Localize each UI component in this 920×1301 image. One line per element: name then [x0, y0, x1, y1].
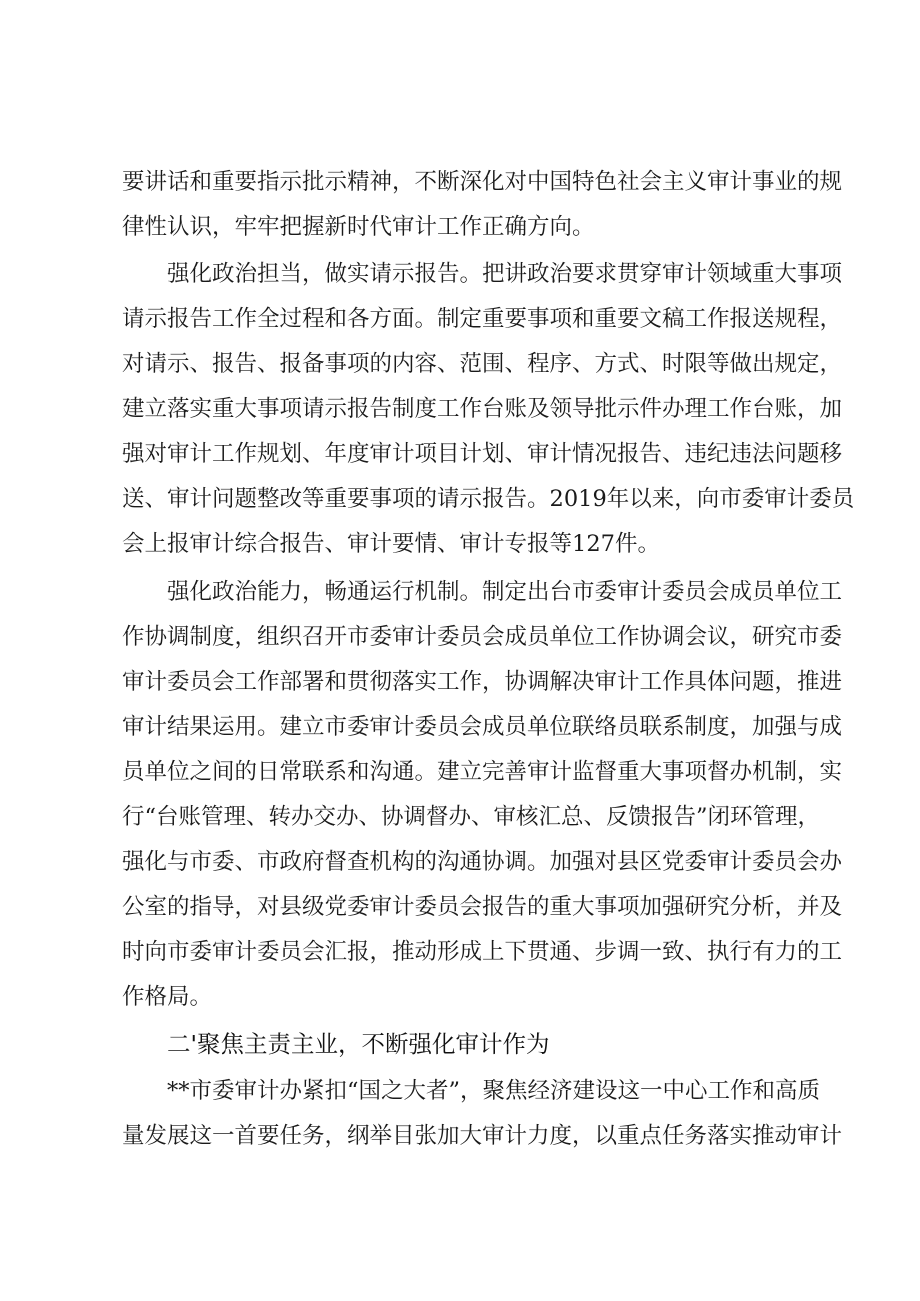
- paragraph-4-line-2: 量发展这一首要任务，纲举目张加大审计力度，以重点任务落实推动审计: [122, 1123, 843, 1149]
- paragraph-2-line-1: 强化政治担当，做实请示报告。把讲政治要求贯穿审计领域重大事项: [167, 261, 843, 287]
- paragraph-2-line-3: 对请示、报告、报备事项的内容、范围、程序、方式、时限等做出规定，: [122, 351, 843, 377]
- paragraph-4-line-1: **市委审计办紧扣“国之大者”，聚焦经济建设这一中心工作和高质: [167, 1078, 821, 1104]
- paragraph-3-line-5: 员单位之间的日常联系和沟通。建立完善审计监督重大事项督办机制，实: [122, 759, 843, 785]
- paragraph-2-line-6: 送、审计问题整改等重要事项的请示报告。2019年以来，向市委审计委员: [122, 486, 855, 512]
- paragraph-3-line-7: 强化与市委、市政府督查机构的沟通协调。加强对县区党委审计委员会办: [122, 849, 843, 875]
- paragraph-2-line-2: 请示报告工作全过程和各方面。制定重要事项和重要文稿工作报送规程，: [122, 306, 843, 332]
- paragraph-3-line-6: 行“台账管理、转办交办、协调督办、审核汇总、反馈报告”闭环管理，: [122, 804, 821, 830]
- paragraph-2-line-5: 强对审计工作规划、年度审计项目计划、审计情况报告、违纪违法问题移: [122, 441, 843, 467]
- paragraph-1-line-2: 律性认识，牢牢把握新时代审计工作正确方向。: [122, 214, 595, 240]
- paragraph-2-line-4: 建立落实重大事项请示报告制度工作台账及领导批示件办理工作台账，加: [122, 396, 843, 422]
- paragraph-3-line-10: 作格局。: [122, 984, 213, 1010]
- section-heading: 二'聚焦主责主业，不断强化审计作为: [167, 1030, 550, 1058]
- paragraph-1-line-1: 要讲话和重要指示批示精神，不断深化对中国特色社会主义审计事业的规: [122, 169, 843, 195]
- paragraph-3-line-9: 时向市委审计委员会汇报，推动形成上下贯通、步调一致、执行有力的工: [122, 939, 843, 965]
- paragraph-2-line-7: 会上报审计综合报告、审计要情、审计专报等127件。: [122, 531, 660, 557]
- paragraph-3-line-8: 公室的指导，对县级党委审计委员会报告的重大事项加强研究分析，并及: [122, 894, 843, 920]
- paragraph-3-line-4: 审计结果运用。建立市委审计委员会成员单位联络员联系制度，加强与成: [122, 714, 843, 740]
- paragraph-3-line-3: 审计委员会工作部署和贯彻落实工作，协调解决审计工作具体问题，推进: [122, 669, 843, 695]
- paragraph-3-line-2: 作协调制度，组织召开市委审计委员会成员单位工作协调会议，研究市委: [122, 624, 843, 650]
- paragraph-3-line-1: 强化政治能力，畅通运行机制。制定出台市委审计委员会成员单位工: [167, 579, 843, 605]
